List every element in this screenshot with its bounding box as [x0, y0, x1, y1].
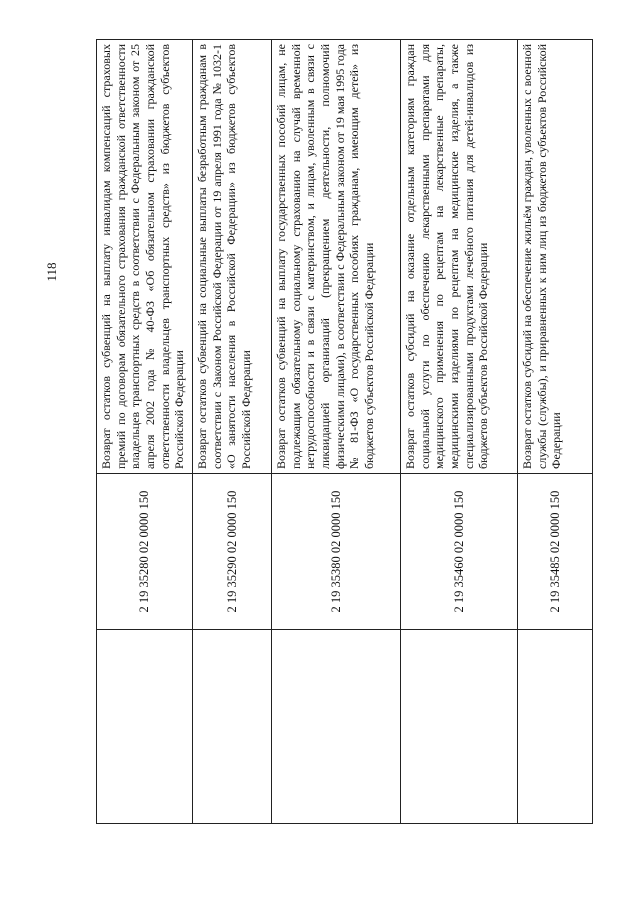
- description-cell: Возврат остатков субвенций на выплату государственных пособий лицам, не подлежащим обязательному социальному страхованию на случай временной нетрудоспособности и в связи с материнством, и лицам, уволенным в связи с ликвидацией организаций (прекращением деятельности, полномочий физическими лицами), в соответствии с Федеральным законом от 19 мая 1995 года № 81-ФЗ «О государственных пособиях гражданам, имеющим детей» из бюджетов субъектов Российской Федерации: [272, 40, 401, 474]
- table-row: [193, 40, 272, 824]
- table-row: [97, 40, 193, 824]
- budget-code-cell: 2 19 35460 02 0000 150: [401, 474, 518, 630]
- budget-code-cell: 2 19 35485 02 0000 150: [518, 474, 593, 630]
- description-cell: Возврат остатков субсидий на оказание отдельным категориям граждан социальной услуги по обеспечению лекарственными препаратами для медицинского применения по рецептам на лекарственные препараты, медицинскими изделиями по рецептам на медицинские изделия, а также специализированными продуктами лечебного питания для детей-инвалидов из бюджетов субъектов Российской Федерации: [401, 40, 518, 474]
- empty-cell: [97, 630, 193, 824]
- budget-code-cell: 2 19 35290 02 0000 150: [193, 474, 272, 630]
- description-cell: Возврат остатков субсидий на обеспечение жильём граждан, уволенных с военной службы (службы), и приравненных к ним лиц из бюджетов субъектов Российской Федерации: [518, 40, 593, 474]
- description-cell: Возврат остатков субвенций на выплату инвалидам компенсаций страховых премий по договорам обязательного страхования гражданской ответственности владельцев транспортных средств в соответствии с Федеральным законом от 25 апреля 2002 года № 40-ФЗ «Об обязательном страховании гражданской ответственности владельцев транспортных средств» из бюджетов субъектов Российской Федерации: [97, 40, 193, 474]
- table-row: [401, 40, 518, 824]
- rotated-table-wrapper: [96, 40, 592, 824]
- table-row: [518, 40, 593, 824]
- empty-cell: [518, 630, 593, 824]
- budget-code-cell: 2 19 35380 02 0000 150: [272, 474, 401, 630]
- table-row: [272, 40, 401, 824]
- page-number: 118: [44, 262, 59, 282]
- empty-cell: [193, 630, 272, 824]
- empty-cell: [401, 630, 518, 824]
- empty-cell: [272, 630, 401, 824]
- description-cell: Возврат остатков субвенций на социальные выплаты безработным гражданам в соответствии с Законом Российской Федерации от 19 апреля 1991 года № 1032-1 «О занятости населения в Российской Федерации» из бюджетов субъектов Российской Федерации: [193, 40, 272, 474]
- budget-code-cell: 2 19 35280 02 0000 150: [97, 474, 193, 630]
- budget-code-table: [96, 39, 593, 824]
